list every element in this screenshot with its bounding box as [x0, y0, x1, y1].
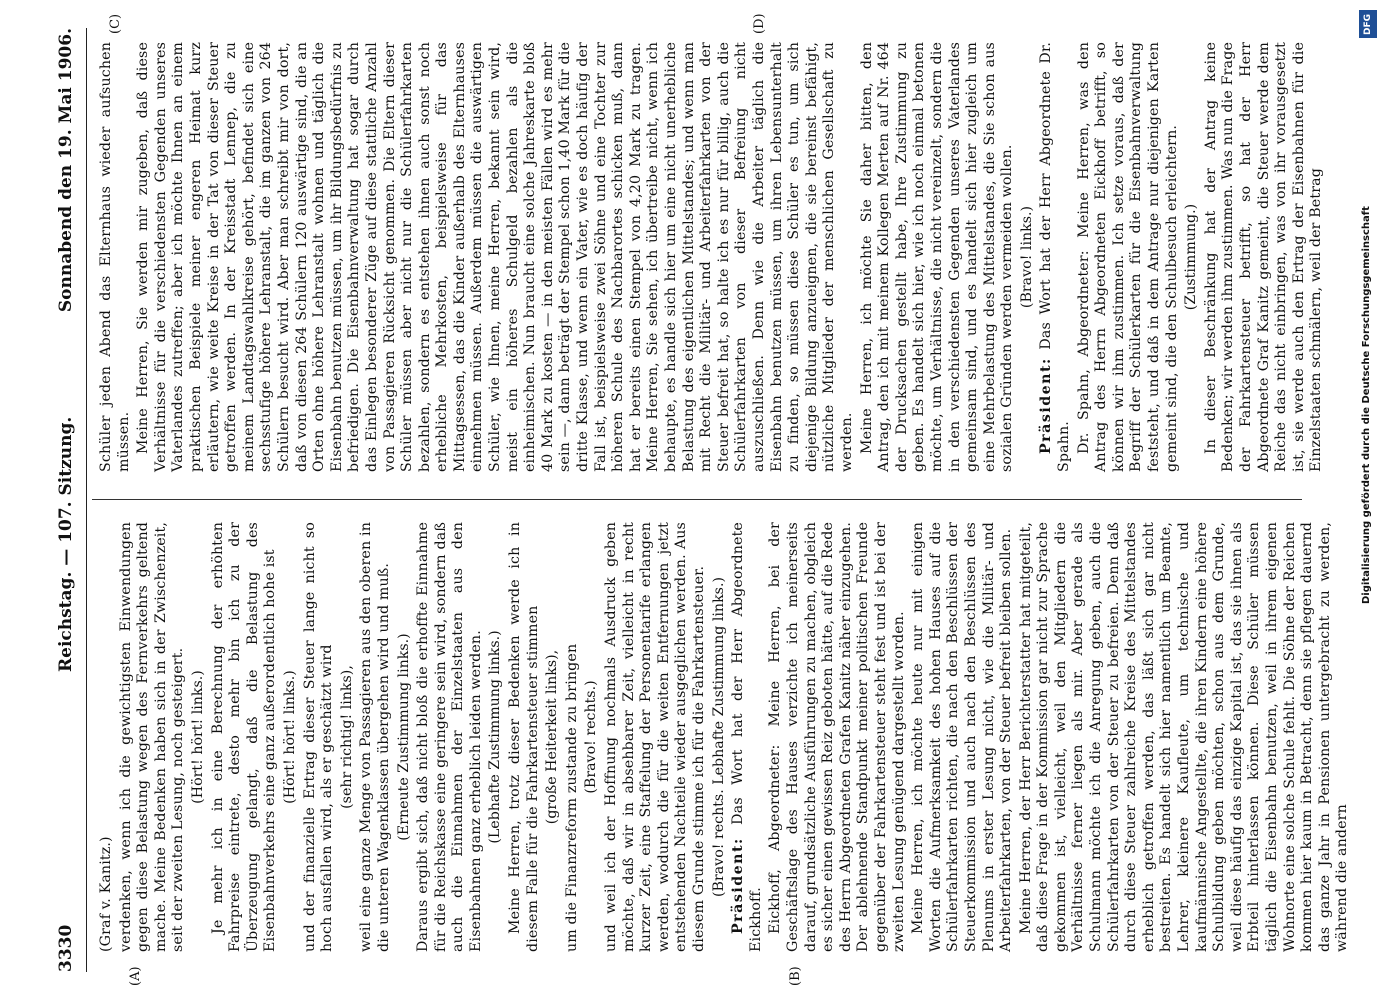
interjection-2: (Hört! hört! links.)	[281, 670, 298, 804]
header-rule	[86, 28, 87, 972]
interjection-3: (sehr richtig! links),	[338, 665, 355, 809]
interjection-zustimmung: (Zustimmung.)	[1183, 203, 1200, 311]
left-paragraph-8: und weil ich der Hoffnung nochmals Ausdruck geben möchte, daß wir in absehbarer Zeit, vielleicht in recht kurzer Zeit, eine Staffelung der Personentarife erlangen werden, wodurch die für die weiten Entfernungen jetzt entstehenden Nachteile wieder ausgeglichen werden. Aus diesem Grunde stimme ich für die Fahrkartensteuer.	[603, 522, 707, 952]
interjection-bravo: (Bravo! links.)	[1018, 205, 1035, 309]
interjection-5: (Lebhafte Zustimmung links.)	[487, 630, 504, 844]
left-paragraph-11: Meine Herren, der Herr Berichterstatter hat mitgeteilt, daß diese Frage in der Kommission gar nicht zur Sprache gekommen ist, vielleicht, weil den Mitgliedern die Verhältnisse ferner liegen als mir. Aber gerade als Schulmann möchte ich die Anregung geben, auch die Schülerfahrkarten von der Steuer zu befreien. Denn daß durch diese Steuer zahlreiche Kreise des Mittelstandes erheblich getroffen werden, das läßt sich gar nicht bestreiten. Es handelt sich hier namentlich um Beamte, Lehrer, kleinere Kaufleute, um technische und kaufmännische Angestellte, die ihren Kindern eine höhere Schulbildung geben möchten, schon aus dem Grunde, weil diese häufig das einzige Kapital ist, das sie ihnen als Erbteil hinterlassen können. Diese Schüler müssen täglich die Eisenbahn benutzen, weil in ihrem eigenen Wohnorte eine solche Schule fehlt. Die Söhne der Reichen kommen hier kaum in Betracht, denn sie pflegen dauernd das ganze Jahr in Pensionen untergebracht zu werden, während die andern	[1017, 522, 1351, 952]
left-column	[98, 522, 1351, 952]
margin-mark-a: (A)	[128, 966, 143, 986]
interjection-7: (Bravo! rechts.)	[583, 680, 600, 794]
running-header	[52, 28, 86, 972]
interjection-1: (Hört! hört! links.)	[189, 670, 206, 804]
left-paragraph-3: und der finanzielle Ertrag dieser Steuer lange nicht so hoch ausfallen wird, als er geschätzt wird	[301, 522, 336, 952]
right-column	[98, 42, 1325, 472]
left-paragraph-4: weil eine ganze Menge von Passagieren aus den oberen in die unteren Wagenklassen übergehen wird und muß.	[358, 522, 392, 952]
right-paragraph-last: In dieser Beschränkung hat der Antrag keine Bedenken; wir werden ihm zustimmen. Was nun die Frage der Fahrkartensteuer betrifft, so hat der Herr Abgeordnete Graf Kanitz gemeint, die Steuer werde dem Reiche das nicht einbringen, was von ihr vorausgesetzt ist, sie werde auch den Ertrag der Eisenbahnen für die Einzelstaaten schmälern, weil der Betrag	[1202, 42, 1325, 472]
left-paragraph-9: Eickhoff, Abgeordneter: Meine Herren, bei der Geschäftslage des Hauses verzichte ich meinerseits darauf, grundsätzliche Ausführungen zu machen, obgleich es sicher einen gewissen Reiz geboten hätte, auf die Rede des Herrn Abgeordneten Grafen Kanitz näher einzugehen. Der ablehnende Standpunkt meiner politischen Freunde gegenüber der Fahrkartensteuer steht fest und ist bei der zweiten Lesung genügend dargestellt worden.	[767, 522, 907, 952]
margin-mark-b: (B)	[788, 966, 803, 986]
interjection-4: (Erneute Zustimmung links.)	[395, 633, 412, 841]
president-text: Das Wort hat der Herr Abgeordnete Dr. Spahn.	[1038, 42, 1073, 472]
interjection-6: (große Heiterkeit links),	[544, 649, 561, 825]
rotated-page	[40, 0, 1351, 1000]
president-label: Präsident:	[1038, 357, 1055, 454]
margin-mark-d: (D)	[752, 13, 767, 34]
column-divider	[92, 499, 1302, 500]
president-text: Das Wort hat der Herr Abgeordnete Eickhoff.	[730, 522, 764, 952]
dfg-logo: DFG	[1359, 10, 1377, 38]
right-paragraph-3: Meine Herren, ich möchte Sie daher bitten, den Antrag, den ich mit meinem Kollegen Merten auf Nr. 464 der Drucksachen gestellt habe, Ihre Zustimmung zu geben. Es handelt sich hier, wie ich noch einmal betonen möchte, um Verhältnisse, die nicht vereinzelt, sondern die in den verschiedensten Gegenden unseres Vaterlandes gemeinsam sind, und es handelt sich hier zugleich um eine Mehrbelastung des Mittelstandes, die Sie schon aus sozialen Gründen werden vermeiden wollen.	[858, 42, 1016, 472]
left-paragraph-5: Daraus ergibt sich, daß nicht bloß die erhoffte Einnahme für die Reichskasse eine geringere sein wird, sondern daß auch die Einnahmen der Einzelstaaten aus den Eisenbahnen ganz erheblich leiden werden.	[415, 522, 484, 952]
left-paragraph-6: Meine Herren, trotz dieser Bedenken werde ich in diesem Falle für die Fahrkartensteuer stimmen	[507, 522, 541, 952]
interjection-8: (Bravo! rechts. Lebhafte Zustimmung links.)	[710, 577, 727, 898]
left-paragraph-2: Je mehr ich in eine Berechnung der erhöhten Fahrpreise eintrete, desto mehr bin ich zu der Überzeugung gelangt, daß die Belastung des Eisenbahnverkehrs eine ganz außerordentlich hohe ist	[209, 522, 279, 952]
right-paragraph-1: Schüler jeden Abend das Elternhaus wieder aufsuchen müssen.	[98, 42, 132, 472]
spahn-speech: Dr. Spahn, Abgeordneter: Meine Herren, was den Antrag des Herrn Abgeordneten Eickhoff betrifft, so können wir ihm zustimmen. Ich setze voraus, daß der Begriff der Schülerkarten für die Eisenbahnverwaltung feststeht, und daß in dem Antrage nur diejenigen Karten gemeint sind, die den Schulbesuch erleichtern.	[1075, 42, 1180, 472]
header-date: Sonnabend den 19. Mai 1906.	[56, 28, 76, 313]
president-label: Präsident:	[730, 837, 747, 934]
digitization-text: Digitalisierung gefördert durch die Deutsche Forschungsgemeinschaft	[1361, 206, 1372, 604]
left-paragraph-7: um die Finanzreform zustande zu bringen	[563, 643, 580, 952]
page-number: 3330	[56, 924, 76, 972]
header-title: Reichstag. — 107. Sitzung.	[56, 416, 76, 672]
digitization-credit	[1355, 8, 1383, 993]
left-paragraph-1: verdenken, wenn ich die gewichtigsten Einwendungen gegen diese Belastung wegen des Fernverkehrs geltend mache. Meine Bedenken haben sich in der Zwischenzeit, seit der zweiten Lesung, noch gesteigert.	[117, 522, 187, 952]
margin-mark-c: (C)	[108, 13, 123, 34]
right-paragraph-2: Meine Herren, Sie werden mir zugeben, daß diese Verhältnisse für die verschiedensten Gegenden unseres Vaterlandes zutreffen; aber ich möchte Ihnen an einem praktischen Beispiele meiner engeren Heimat kurz erläutern, wie weite Kreise in der Tat von dieser Steuer getroffen werden. In der Kreisstadt Lennep, die zu meinem Landtagswahlkreise gehört, befindet sich eine sechsstufige höhere Lehranstalt, die im ganzen von 264 Schülern besucht wird. Aber man schreibt mir von dort, daß von diesen 264 Schülern 120 auswärtige sind, die an Orten ohne höhere Lehranstalt wohnen und täglich die Eisenbahn benutzen müssen, um ihr Bildungsbedürfnis zu befriedigen. Die Eisenbahnverwaltung hat sogar durch das Einlegen besonderer Züge auf diese stattliche Anzahl von Passagieren Rücksicht genommen. Die Eltern dieser Schüler müssen aber nicht nur die Schülerfahrkarten bezahlen, sondern es entstehen ihnen auch sonst noch erhebliche Mehrkosten, beispielsweise für das Mittagsessen, das die Kinder außerhalb des Elternhauses einnehmen müssen. Außerdem müssen die auswärtigen Schüler, wie Ihnen, meine Herren, bekannt sein wird, meist ein höheres Schulgeld bezahlen als die einheimischen. Nun braucht eine solche Jahreskarte bloß 40 Mark zu kosten — in den meisten Fällen wird es mehr sein —, dann beträgt der Stempel schon 1,40 Mark für die dritte Klasse, und wenn ein Vater, wie es doch häufig der Fall ist, beispielsweise zwei Söhne und eine Tochter zur höheren Schule des Nachbarortes schicken muß, dann hat er bereits einen Stempel von 4,20 Mark zu tragen. Meine Herren, Sie sehen, ich übertreibe nicht, wenn ich behaupte, es handle sich hier um eine nicht unerhebliche Belastung des eigentlichen Mittelstandes; und wenn man mit Recht die Militär- und Arbeiterfahrkarten von der Steuer befreit hat, so halte ich es nur für billig, auch die Schülerfahrkarten von dieser Befreiung nicht auszuschließen. Denn wie die Arbeiter täglich die Eisenbahn benutzen müssen, um ihren Lebensunterhalt zu finden, so müssen diese Schüler es tun, um sich diejenige Bildung anzueignen, die sie bereinst befähigt, nützliche Mitglieder der menschlichen Gesellschaft zu werden.	[135, 42, 855, 472]
president-call-1	[730, 522, 765, 952]
speaker-note: (Graf v. Kanitz.)	[98, 836, 114, 952]
left-paragraph-10: Meine Herren, ich möchte heute nur mit einigen Worten die Aufmerksamkeit des hohen Hauses auf die Schülerfahrkarten richten, die nach den Beschlüssen der Steuerkommission und auch nach den Beschlüssen des Plenums in erster Lesung nicht, wie die Militär- und Arbeiterfahrkarten, von der Steuer befreit bleiben sollen.	[910, 522, 1015, 952]
president-call-2	[1038, 42, 1073, 472]
